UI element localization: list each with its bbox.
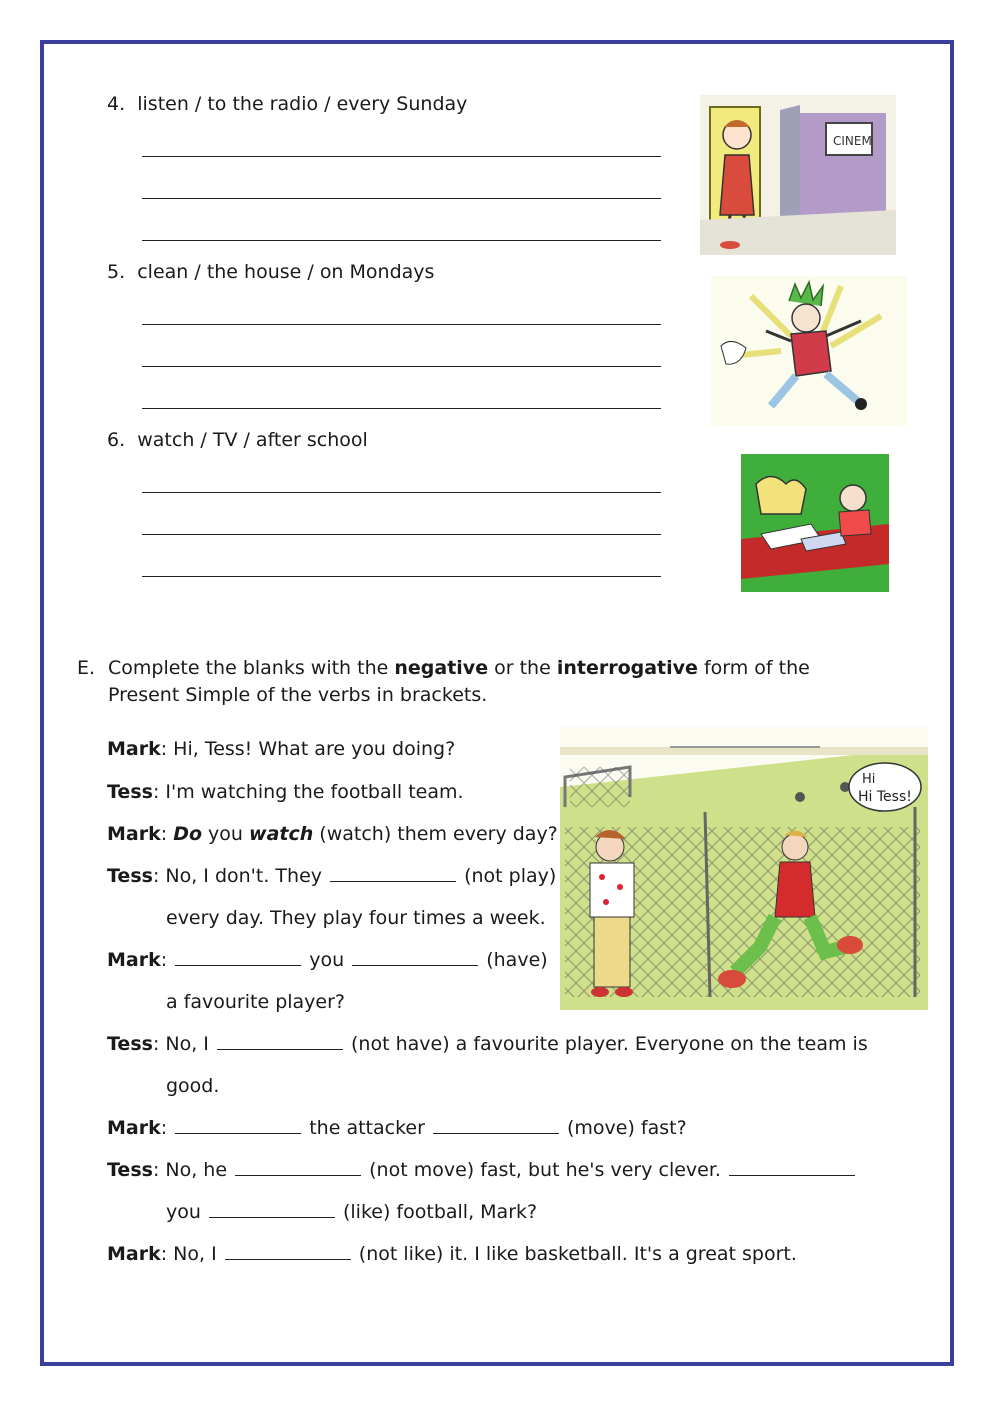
line-text: (watch) them every day?	[313, 823, 558, 845]
line-text: : No, I	[152, 1033, 215, 1055]
answer-line[interactable]	[142, 324, 661, 325]
answer-line[interactable]	[142, 198, 661, 199]
girl-at-cinema-illustration	[700, 95, 896, 255]
line-text: :	[160, 823, 174, 845]
answer-line[interactable]	[142, 576, 661, 577]
speech-bubble-text: Hi Tess!	[858, 789, 912, 805]
svg-text:Hi: Hi	[862, 772, 876, 787]
item-prompt: listen / to the radio / every Sunday	[137, 93, 468, 115]
keyword-negative: negative	[394, 657, 489, 679]
section-letter: E.	[77, 657, 96, 679]
line-text: every day. They play four times a week.	[166, 907, 546, 929]
punk-singer-dancing-illustration	[711, 276, 907, 426]
dialogue-line	[166, 907, 546, 929]
line-text: (not play)	[458, 865, 557, 887]
line-text: good.	[166, 1075, 220, 1097]
item-number: 5.	[107, 261, 126, 283]
line-text: :	[160, 949, 174, 971]
line-text: the attacker	[303, 1117, 431, 1139]
answer-blank[interactable]	[235, 1174, 361, 1176]
item-number: 4.	[107, 93, 126, 115]
dialogue-line	[107, 865, 556, 887]
line-text: a favourite player?	[166, 991, 346, 1013]
answer-blank[interactable]	[729, 1174, 855, 1176]
speaker-name: Mark	[107, 738, 161, 760]
answer-line[interactable]	[142, 366, 661, 367]
line-text: : I'm watching the football team.	[152, 781, 464, 803]
answer-blank[interactable]	[175, 1132, 301, 1134]
instruction-part: or the	[488, 657, 557, 679]
answer-line[interactable]	[142, 534, 661, 535]
answer-blank[interactable]	[225, 1258, 351, 1260]
dialogue-line	[107, 781, 464, 803]
dialogue-line	[107, 1033, 868, 1055]
item-number: 6.	[107, 429, 126, 451]
line-text: (not like) it. I like basketball. It's a great sport.	[352, 1243, 797, 1265]
item-prompt: watch / TV / after school	[137, 429, 368, 451]
answer-blank[interactable]	[330, 880, 456, 882]
line-text: you	[202, 823, 250, 845]
boy-studying-at-desk-illustration	[741, 454, 889, 592]
dialogue-line	[107, 1243, 797, 1265]
speaker-name: Tess	[107, 1033, 153, 1055]
line-text: (move) fast?	[560, 1117, 687, 1139]
exercise-item-6	[107, 429, 368, 451]
keyword-interrogative: interrogative	[556, 657, 698, 679]
svg-text:CINEM: CINEM	[833, 134, 872, 148]
line-text: (not have) a favourite player. Everyone on the team is	[344, 1033, 868, 1055]
line-text: : No, I don't. They	[152, 865, 329, 887]
speaker-name: Tess	[107, 781, 153, 803]
line-text: :	[160, 1117, 174, 1139]
line-text: : No, I	[160, 1243, 223, 1265]
dialogue-line	[107, 1117, 687, 1139]
line-text: (have)	[480, 949, 548, 971]
dialogue-line	[166, 1075, 219, 1097]
answer-line[interactable]	[142, 408, 661, 409]
instruction-text	[108, 655, 828, 709]
speaker-name: Tess	[107, 1159, 153, 1181]
dialogue-line	[107, 949, 548, 971]
speaker-name: Mark	[107, 1117, 161, 1139]
line-text: you	[303, 949, 351, 971]
answer-blank[interactable]	[352, 964, 478, 966]
line-text: : Hi, Tess! What are you doing?	[160, 738, 456, 760]
football-field-fence-illustration	[560, 727, 928, 1010]
exercise-item-4	[107, 93, 467, 115]
answer-blank[interactable]	[175, 964, 301, 966]
instruction-part: Complete the blanks with the	[108, 657, 395, 679]
answer-blank[interactable]	[209, 1216, 335, 1218]
dialogue-line	[107, 738, 455, 760]
item-prompt: clean / the house / on Mondays	[137, 261, 435, 283]
dialogue-line	[166, 991, 345, 1013]
line-text: (like) football, Mark?	[336, 1201, 538, 1223]
answer-blank[interactable]	[217, 1048, 343, 1050]
speaker-name: Mark	[107, 823, 161, 845]
example-answer: Do	[173, 823, 203, 845]
dialogue-line	[107, 823, 558, 845]
instruction-part: form of the Present Simple of the verbs in brackets.	[108, 657, 810, 706]
speaker-name: Mark	[107, 1243, 161, 1265]
answer-line[interactable]	[142, 492, 661, 493]
line-text: you	[166, 1201, 207, 1223]
answer-line[interactable]	[142, 240, 661, 241]
answer-blank[interactable]	[433, 1132, 559, 1134]
speaker-name: Tess	[107, 865, 153, 887]
answer-line[interactable]	[142, 156, 661, 157]
dialogue-line	[166, 1201, 537, 1223]
line-text: (not move) fast, but he's very clever.	[363, 1159, 727, 1181]
line-text: : No, he	[152, 1159, 234, 1181]
speaker-name: Mark	[107, 949, 161, 971]
example-answer: watch	[249, 823, 314, 845]
dialogue-line	[107, 1159, 857, 1181]
exercise-item-5	[107, 261, 434, 283]
